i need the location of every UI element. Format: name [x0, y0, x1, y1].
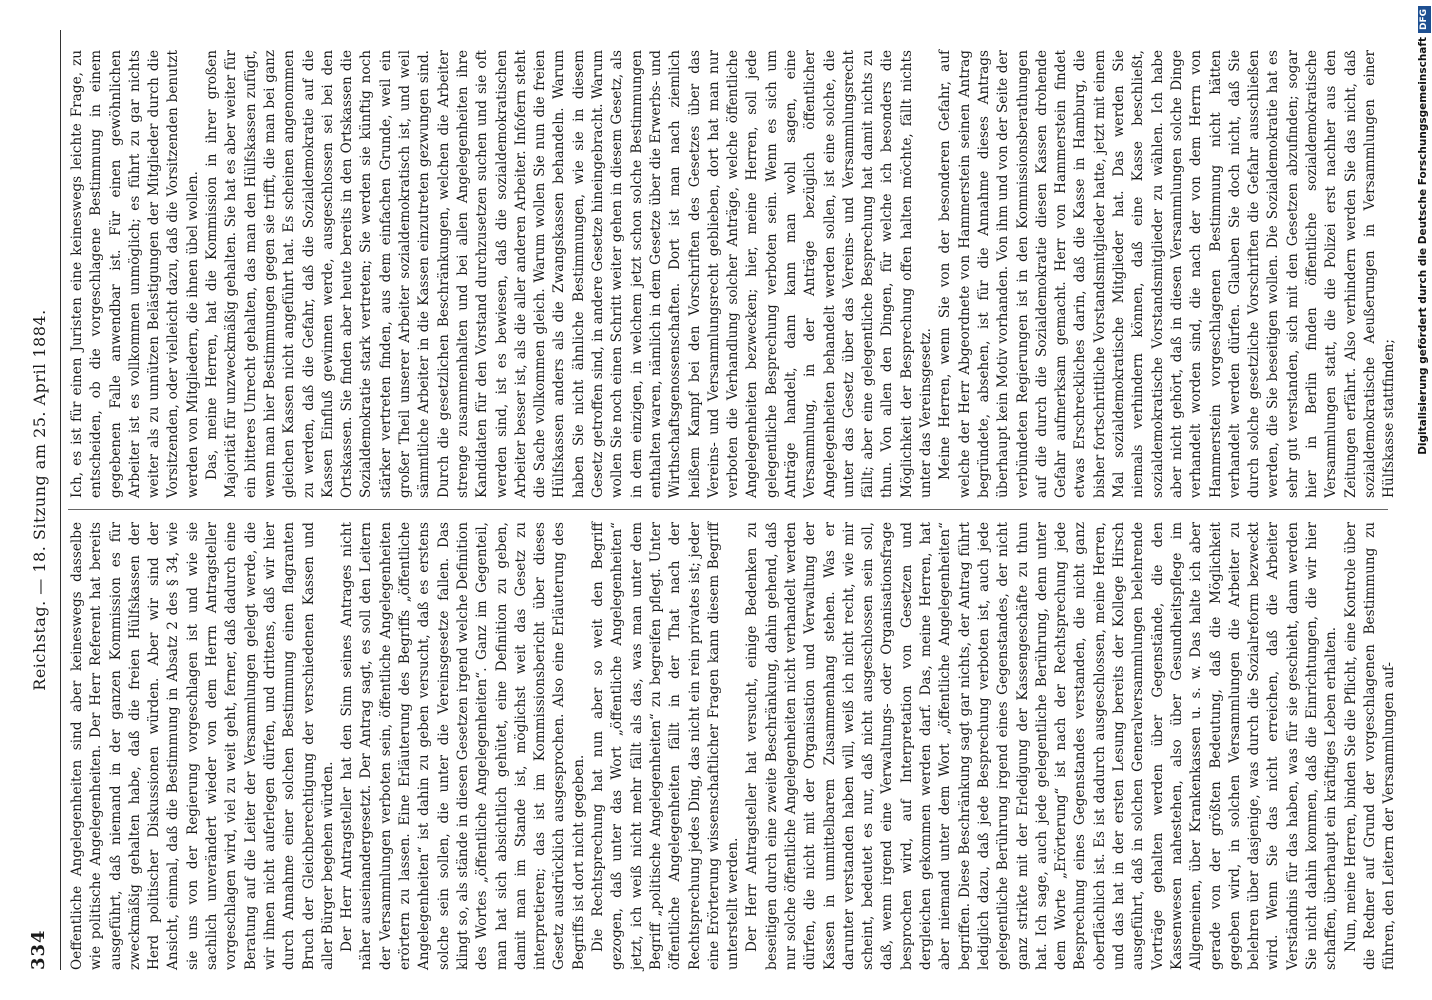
- right-column: [68, 50, 1398, 498]
- right-paragraph-2: Das, meine Herren, hat die Kommission in ihrer großen Majorität für unzweckmäßig gehalten. Sie hat es aber weiter für ein bitteres Unrecht gehalten, das man den Hülfskassen zufügt, wenn man hier Bestimmungen gegen sie trifft, die man bei ganz gleichen Kassen nicht angeführt hat. Es scheinen angenommen zu werden, daß die Gefahr, daß die Sozialdemokratie auf die Kassen Einfluß gewinnen werde, ausgeschlossen sei bei den Ortskassen. Sie finden aber heute bereits in den Ortskassen die Sozialdemokratie stark vertreten; Sie werden sie künftig noch stärker vertreten finden, aus dem einfachen Grunde, weil ein großer Theil unserer Arbeiter sozialdemokratisch ist, und weil sämmtliche Arbeiter in die Kassen einzutreten gezwungen sind. Durch die gesetzlichen Beschränkungen, welchen die Arbeiter strenge zusammenhalten und bei allen Angelegenheiten ihre Kandidaten für den Vorstand durchzusetzen suchen und sie oft werden sind, ist es bewiesen, daß die sozialdemokratischen Arbeiter besser ist, als die aller anderen Arbeiter. Infofern steht die Sache vollkommen gleich. Warum wollen Sie nun die freien Hülfskassen anders als die Zwangskassen behandeln. Warum haben Sie nicht ähnliche Bestimmungen, wie sie in diesem Gesetz getroffen sind, in andere Gesetze hineingebracht. Warum wollen Sie noch einen Schritt weiter gehen in diesem Gesetz, als in dem einzigen, in welchem jetzt schon solche Bestimmungen enthalten waren, nämlich in dem Gesetze über die Erwerbs- und Wirthschaftsgenossenschaften. Dort ist man nach ziemlich heißem Kampf bei den Vorschriften des Gesetzes über das Vereins- und Versammlungsrecht geblieben, dort hat man nur verboten die Verhandlung solcher Anträge, welche öffentliche Angelegenheiten bezwecken; hier, meine Herren, soll jede gelegentliche Besprechung verboten sein. Wenn es sich um Anträge handelt, dann kann man wohl sagen, eine Versammlung, in der Anträge bezüglich öffentlicher Angelegenheiten behandelt werden sollen, ist eine solche, die unter das Gesetz über das Vereins- und Versammlungsrecht fällt; aber eine gelegentliche Besprechung hat damit nichts zu thun. Von allen den Dingen, für welche ich besonders die Möglichkeit der Besprechung offen halten möchte, fällt nichts unter das Vereinsgesetz.: [204, 50, 935, 498]
- page-number: 334: [28, 929, 49, 970]
- page-header: [28, 30, 58, 970]
- column-divider: [68, 509, 1388, 510]
- left-paragraph-3: Die Rechtsprechung hat nun aber so weit den Begriff gezogen, daß unter das Wort „öffentliche Angelegenheiten“ jetzt, ich weiß nicht mehr fällt als das, was man unter dem Begriff „politische Angelegenheiten“ zu begreifen pflegt. Unter öffentliche Angelegenheiten fällt in der That nach der Rechtsprechung jedes Ding, das nicht ein rein privates ist; jeder eine Erörterung wissenschaftlicher Fragen kann diesem Begriff unterstellt werden.: [590, 522, 742, 970]
- funder-notice: [1416, 6, 1430, 994]
- funder-text: Digitalisierung gefördert durch die Deutsche Forschungsgemeinschaft: [1417, 37, 1429, 455]
- left-paragraph-2: Der Herr Antragsteller hat den Sinn seines Antrages nicht näher auseinandergesetzt. Der Antrag sagt, es soll den Leitern der Versammlungen verboten sein, öffentliche Angelegenheiten erörtern zu lassen. Eine Erläuterung des Begriffs „öffentliche Angelegenheiten“ ist dahin zu geben versucht, daß es erstens solche sein sollen, die unter die Vereinsgesetze fallen. Das klingt so, als stände in diesen Gesetzen irgend welche Definition des Wortes „öffentliche Angelegenheiten“. Ganz im Gegenteil, man hat sich absichtlich gehütet, eine Definition zu geben, damit man im Stande ist, möglichst weit das Gesetz zu interpretieren; das ist im Kommissionsbericht über dieses Gesetz ausdrücklich ausgesprochen. Also eine Erläuterung des Begriffs ist dort nicht gegeben.: [339, 522, 587, 970]
- right-paragraph-3: Meine Herren, wenn Sie von der besonderen Gefahr, auf welche der Herr Abgeordnete von Hammerstein seinen Antrag begründete, absehen, ist für die Annahme dieses Antrags überhaupt kein Motiv vorhanden. Von ihm und von der Seite der verbündeten Regierungen ist in den Kommissionsberathungen auf die durch die Sozialdemokratie diesen Kassen drohende Gefahr aufmerksam gemacht. Herr von Hammerstein findet etwas Erschreckliches darin, daß die Kasse in Hamburg, die bisher fortschrittliche Vorstandsmitglieder hatte, jetzt mit einem Mal sozialdemokratische Mitglieder hat. Das werden Sie niemals verhindern können, daß eine Kasse beschließt, sozialdemokratische Vorstandsmitglieder zu wählen. Ich habe aber nicht gehört, daß in diesen Versammlungen solche Dinge verhandelt worden sind, die nach der von dem Herrn von Hammerstein vorgeschlagenen Bestimmung nicht hätten verhandelt werden dürfen. Glauben Sie doch nicht, daß Sie durch solche gesetzliche Vorschriften die Gefahr ausschließen werden, die Sie beseitigen wollen. Die Sozialdemokratie hat es sehr gut verstanden, sich mit den Gesetzen abzufinden; sogar hier in Berlin finden öffentliche sozialdemokratische Versammlungen statt, die die Polizei erst nachher aus den Zeitungen erfährt. Also verhindern werden Sie das nicht, daß sozialdemokratische Aeußerungen in Versammlungen einer Hülfskasse stattfinden;: [937, 50, 1398, 498]
- text-columns: [68, 30, 1398, 970]
- left-paragraph-4: Der Herr Antragsteller hat versucht, einige Bedenken zu beseitigen durch eine zweite Beschränkung, dahin gehend, daß nur solche öffentliche Angelegenheiten nicht verhandelt werden dürfen, die nicht mit der Organisation und Verwaltung der Kassen in unmittelbarem Zusammenhang stehen. Was er darunter verstanden haben will, weiß ich nicht recht, wie mir scheint, bedeutet es nur, daß nicht ausgeschlossen sein soll, daß, wenn irgend eine Verwaltungs- oder Organisationsfrage besprochen wird, auf Interpretation von Gesetzen und dergleichen gekommen werden darf. Das, meine Herren, hat aber niemand unter dem Wort „öffentliche Angelegenheiten“ begriffen. Diese Beschränkung sagt gar nichts, der Antrag führt lediglich dazu, daß jede Besprechung verboten ist, auch jede gelegentliche Berührung irgend eines Gegenstandes, der nicht ganz strikte mit der Erledigung der Kassengeschäfte zu thun hat. Ich sage, auch jede gelegentliche Berührung, denn unter dem Worte „Erörterung“ ist nach der Rechtsprechung jede Besprechung eines Gegenstandes verstanden, die nicht ganz oberflächlich ist. Es ist dadurch ausgeschlossen, meine Herren, und das hat in der ersten Lesung bereits der Kollege Hirsch ausgeführt, daß in solchen Generalversammlungen belehrende Vorträge gehalten werden über Gegenstände, die den Kassenwesen nahestehen, also über Gesundheitspflege im Allgemeinen, über Krankenkassen u. s. w. Das halte ich aber gerade von der größten Bedeutung, daß die Möglichkeit gegeben wird, in solchen Versammlungen die Arbeiter zu belehren über dasjenige, was durch die Sozialreform bezweckt wird. Wenn Sie das nicht erreichen, daß die Arbeiter Verständnis für das haben, was für sie geschieht, dann werden Sie nicht dahin kommen, daß die Einrichtungen, die wir hier schaffen, überhaupt ein kräftiges Leben erhalten.: [744, 522, 1340, 970]
- funder-line: [1416, 6, 1430, 994]
- left-paragraph-5: Nun, meine Herren, binden Sie die Pflicht, eine Kontrole über die Redner auf Grund der vorgeschlagenen Bestimmung zu führen, den Leitern der Versammlungen auf-: [1342, 522, 1398, 970]
- left-paragraph-1: Oeffentliche Angelegenheiten sind aber keineswegs dasselbe wie politische Angelegenheiten. Der Herr Referent hat bereits ausgeführt, daß niemand in der ganzen Kommission es für zweckmäßig gehalten habe, daß die freien Hülfskassen der Herd politischer Diskussionen würden. Aber wir sind der Ansicht, einmal, daß die Bestimmung in Absatz 2 des § 34, wie sie uns von der Regierung vorgeschlagen ist und wie sie sachlich unverändert wieder von dem Herrn Antragsteller vorgeschlagen wird, viel zu weit geht, ferner, daß dadurch eine Beratung auf die Leiter der Versammlungen gelegt werde, die wir ihnen nicht auferlegen dürfen, und drittens, daß wir hier durch Annahme einer solchen Bestimmung einen flagranten Bruch der Gleichberechtigung der verschiedenen Kassen und aller Bürger begehen würden.: [69, 522, 336, 970]
- header-rule: [60, 30, 61, 970]
- dfg-logo: DFG: [1418, 6, 1431, 33]
- left-column: [68, 522, 1398, 970]
- running-head: Reichstag. — 18. Sitzung am 25. April 1884.: [30, 309, 49, 691]
- right-paragraph-1: Ich, es ist für einen Juristen eine keineswegs leichte Frage, zu entscheiden, ob die vorgeschlagene Bestimmung in einem gegebenen Falle anwendbar ist. Für einen gewöhnlichen Arbeiter ist es vollkommen unmöglich; es führt zu gar nichts weiter als zu unnützen Belästigungen der Mitglieder durch die Vorsitzenden, oder vielleicht dazu, daß die Vorsitzenden benutzt werden von Mitgliedern, die ihnen übel wollen.: [69, 50, 201, 498]
